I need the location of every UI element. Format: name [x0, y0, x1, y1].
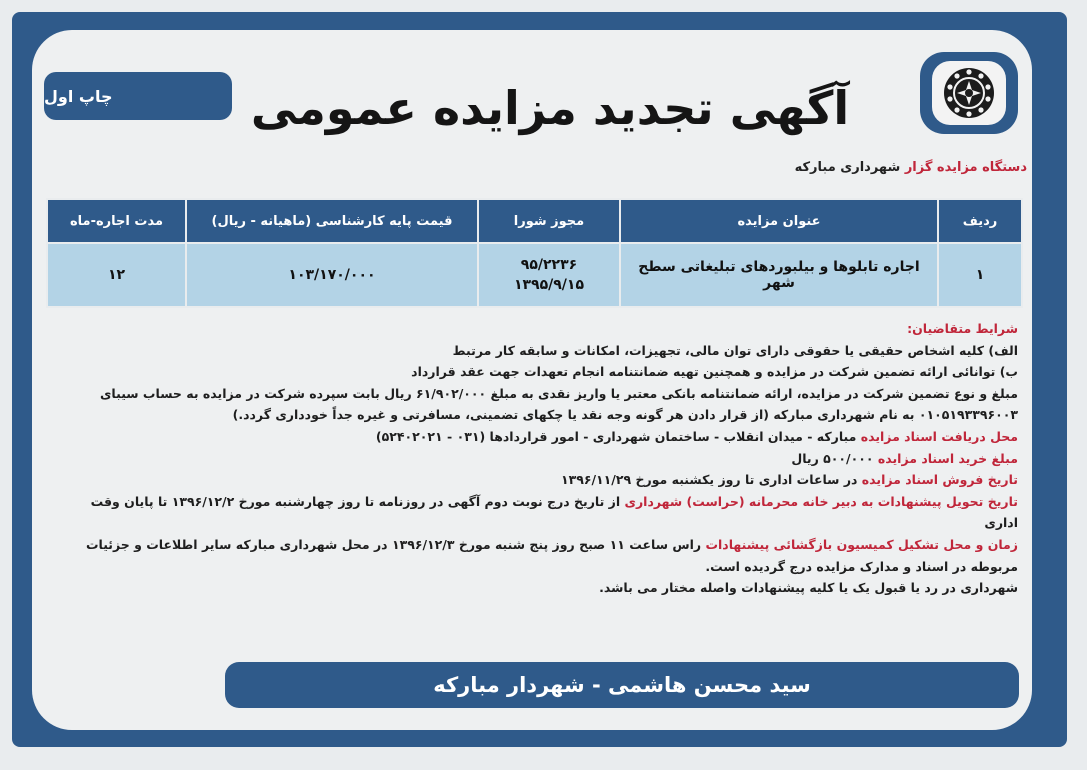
table-row: [47, 243, 1022, 307]
organizer: [795, 160, 1027, 175]
opening-label: زمان و محل تشکیل کمیسیون بازگشائی پیشنهادات: [705, 536, 1018, 552]
condition-alef: الف) کلیه اشخاص حقیقی یا حقوقی دارای توان مالی، تجهیزات، امکانات و سابقه کار مرتبط: [452, 342, 1018, 358]
docs-place-line: [48, 426, 1018, 448]
delivery-line: [48, 491, 1018, 513]
organizer-name: شهرداری مبارکه: [794, 160, 901, 175]
deposit-line-2: ۰۱۰۵۱۹۳۳۹۶۰۰۳ به نام شهرداری مبارکه (از قرار دادن هر گونه وجه نقد یا چکهای تضمینی، مسافرتی و غیره جداً خودداری گردد.): [232, 407, 1018, 423]
header-permit: مجوز شورا: [478, 199, 620, 243]
docs-price-value: ۵۰۰/۰۰۰ ریال: [791, 450, 874, 466]
docs-place-label: محل دریافت اسناد مزایده: [860, 428, 1018, 444]
cell-base-price: ۱۰۳/۱۷۰/۰۰۰: [186, 243, 478, 307]
auction-table: [46, 198, 1023, 308]
sale-date-value: در ساعات اداری تا روز یکشنبه مورخ ۱۳۹۶/۱۱/۲۹: [560, 472, 858, 488]
docs-price-label: مبلغ خرید اسناد مزایده: [877, 450, 1018, 466]
permit-date: ۱۳۹۵/۹/۱۵: [513, 277, 585, 293]
signature-text: سید محسن هاشمی - شهردار مبارکه: [433, 673, 811, 697]
conditions-section: [48, 318, 1018, 599]
final-note: شهرداری در رد یا قبول یک یا کلیه پیشنهادات واصله مختار می باشد.: [599, 580, 1018, 596]
header-subject: عنوان مزایده: [620, 199, 938, 243]
signature-banner: [225, 662, 1019, 708]
header-base-price: قیمت پایه کارشناسی (ماهیانه - ریال): [186, 199, 478, 243]
organizer-label: دستگاه مزایده گزار: [904, 160, 1027, 175]
table-header-row: [47, 199, 1022, 243]
cell-index: ۱: [938, 243, 1022, 307]
conditions-heading: شرایط متقاضیان:: [907, 321, 1018, 336]
delivery-value: از تاریخ درج نوبت دوم آگهی در روزنامه تا روز چهارشنبه مورخ ۱۳۹۶/۱۲/۲ تا پایان وقت: [90, 493, 621, 509]
permit-number: ۹۵/۲۲۳۶: [520, 257, 578, 273]
municipality-logo: [920, 52, 1018, 134]
docs-price-line: [48, 448, 1018, 470]
sale-date-line: [48, 469, 1018, 491]
edition-label: چاپ اول: [44, 86, 113, 106]
cell-subject: اجاره تابلوها و بیلبوردهای تبلیغاتی سطح شهر: [620, 243, 938, 307]
opening-cont: مربوطه در اسناد و مدارک مزایده درج گردیده است.: [705, 558, 1018, 574]
cell-duration: ۱۲: [47, 243, 186, 307]
opening-line: [48, 534, 1018, 556]
opening-value: راس ساعت ۱۱ صبح روز پنج شنبه مورخ ۱۳۹۶/۱۲/۳ در محل شهرداری مبارکه سایر اطلاعات و جزئیات: [85, 536, 702, 552]
docs-place-value: مبارکه - میدان انقلاب - ساختمان شهرداری - امور قراردادها (۰۳۱ - ۵۲۴۰۲۰۲۱): [375, 428, 857, 444]
condition-be: ب) توانائی ارائه تضمین شرکت در مزایده و همچنین تهیه ضمانتنامه انجام تعهدات جهت عقد قرارداد: [411, 364, 1018, 380]
deposit-line-1: مبلغ و نوع تضمین شرکت در مزایده، ارائه ضمانتنامه بانکی معتبر یا واریز نقدی به مبلغ ۶۱/۹۰۲/۰۰۰ ریال بابت سپرده شرکت در مزایده به حساب سیبای: [99, 385, 1018, 401]
cell-permit: [478, 243, 620, 307]
page-title: آگهی تجدید مزایده عمومی: [250, 81, 850, 135]
emblem-icon: [942, 66, 996, 120]
delivery-cont: اداری: [984, 515, 1018, 531]
sale-date-label: تاریخ فروش اسناد مزایده: [861, 472, 1018, 488]
edition-badge: [44, 72, 232, 120]
header-index: ردیف: [938, 199, 1022, 243]
delivery-label: تاریخ تحویل پیشنهادات به دبیر خانه محرمانه (حراست) شهرداری: [624, 493, 1018, 509]
header-duration: مدت اجاره-ماه: [47, 199, 186, 243]
